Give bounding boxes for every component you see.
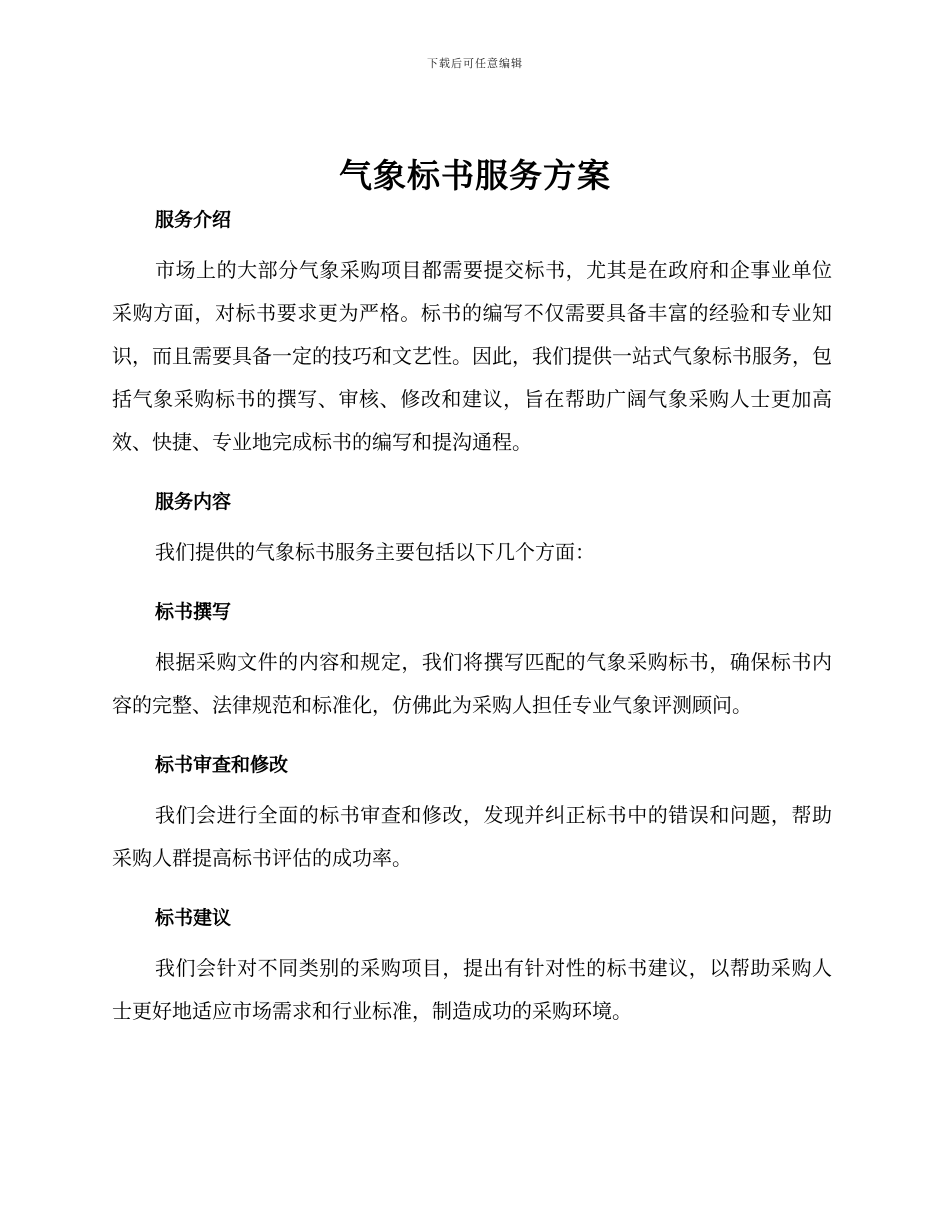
document-body (112, 200, 832, 1033)
section-paragraph-service-intro: 市场上的大部分气象采购项目都需要提交标书，尤其是在政府和企事业单位采购方面，对标书要求更为严格。标书的编写不仅需要具备丰富的经验和专业知识，而且需要具备一定的技巧和文艺性。因此，我们提供一站式气象标书服务，包括气象采购标书的撰写、审核、修改和建议，旨在帮助广阔气象采购人士更加高效、快捷、专业地完成标书的编写和提沟通程。 (112, 258, 832, 454)
document-title: 气象标书服务方案 (339, 156, 611, 195)
section-heading-bid-writing: 标书撰写 (155, 601, 232, 623)
page-header-note: 下载后可任意编辑 (427, 57, 523, 70)
section-paragraph-bid-writing: 根据采购文件的内容和规定，我们将撰写匹配的气象采购标书，确保标书内容的完整、法律规范和标准化，仿佛此为采购人担任专业气象评测顾问。 (112, 650, 832, 717)
section-paragraph-bid-advice: 我们会针对不同类别的采购项目，提出有针对性的标书建议，以帮助采购人士更好地适应市场需求和行业标准，制造成功的采购环境。 (112, 956, 832, 1023)
section-heading-service-intro: 服务介绍 (155, 209, 232, 231)
section-paragraph-bid-review: 我们会进行全面的标书审查和修改，发现并纠正标书中的错误和问题，帮助采购人群提高标书评估的成功率。 (112, 803, 832, 870)
section-heading-bid-review: 标书审查和修改 (155, 754, 289, 776)
section-heading-service-content: 服务内容 (155, 491, 232, 513)
section-paragraph-service-content: 我们提供的气象标书服务主要包括以下几个方面： (155, 540, 595, 564)
section-heading-bid-advice: 标书建议 (155, 907, 232, 929)
